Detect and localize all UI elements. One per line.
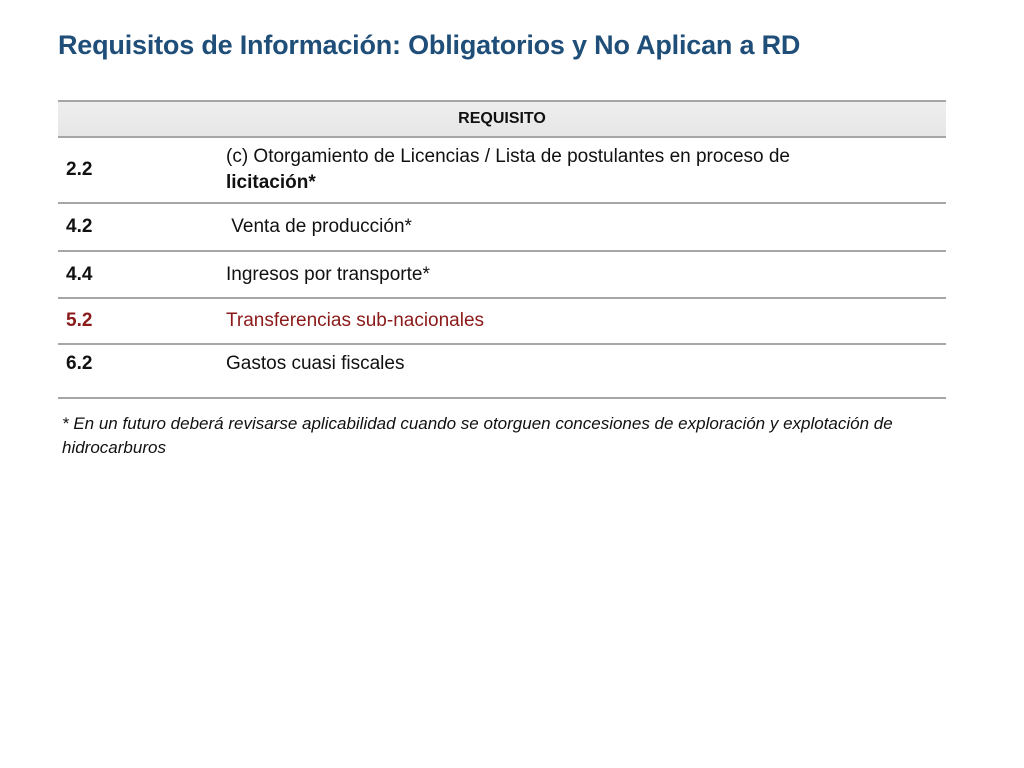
- requirement-description: [226, 137, 946, 203]
- requirement-description: Transferencias sub-nacionales: [226, 298, 946, 344]
- requirement-code: 4.2: [58, 203, 226, 251]
- table-row-highlighted: [58, 298, 946, 344]
- description-text: Venta de producción*: [226, 216, 412, 237]
- requirement-description: [226, 203, 946, 251]
- description-bold-text: licitación*: [226, 172, 316, 193]
- table-row: [58, 203, 946, 251]
- footnote: * En un futuro deberá revisarse aplicabilidad cuando se otorguen concesiones de exploración y explotación de hidrocarburos: [62, 414, 893, 457]
- slide-title: Requisitos de Información: Obligatorios y No Aplican a RD: [58, 30, 801, 60]
- column-header-requisito: REQUISITO: [58, 101, 946, 137]
- requirements-table: [58, 100, 946, 399]
- description-text: (c) Otorgamiento de Licencias / Lista de postulantes en proceso de: [226, 146, 790, 167]
- table-row: [58, 344, 946, 398]
- table-row: [58, 137, 946, 203]
- table-header-row: [58, 101, 946, 137]
- requirement-code: 4.4: [58, 251, 226, 298]
- requirement-code: 5.2: [58, 298, 226, 344]
- table-row: [58, 251, 946, 298]
- requirement-description: Ingresos por transporte*: [226, 251, 946, 298]
- requirement-code: 6.2: [58, 344, 226, 398]
- requirement-description: Gastos cuasi fiscales: [226, 344, 946, 398]
- requirement-code: 2.2: [58, 137, 226, 203]
